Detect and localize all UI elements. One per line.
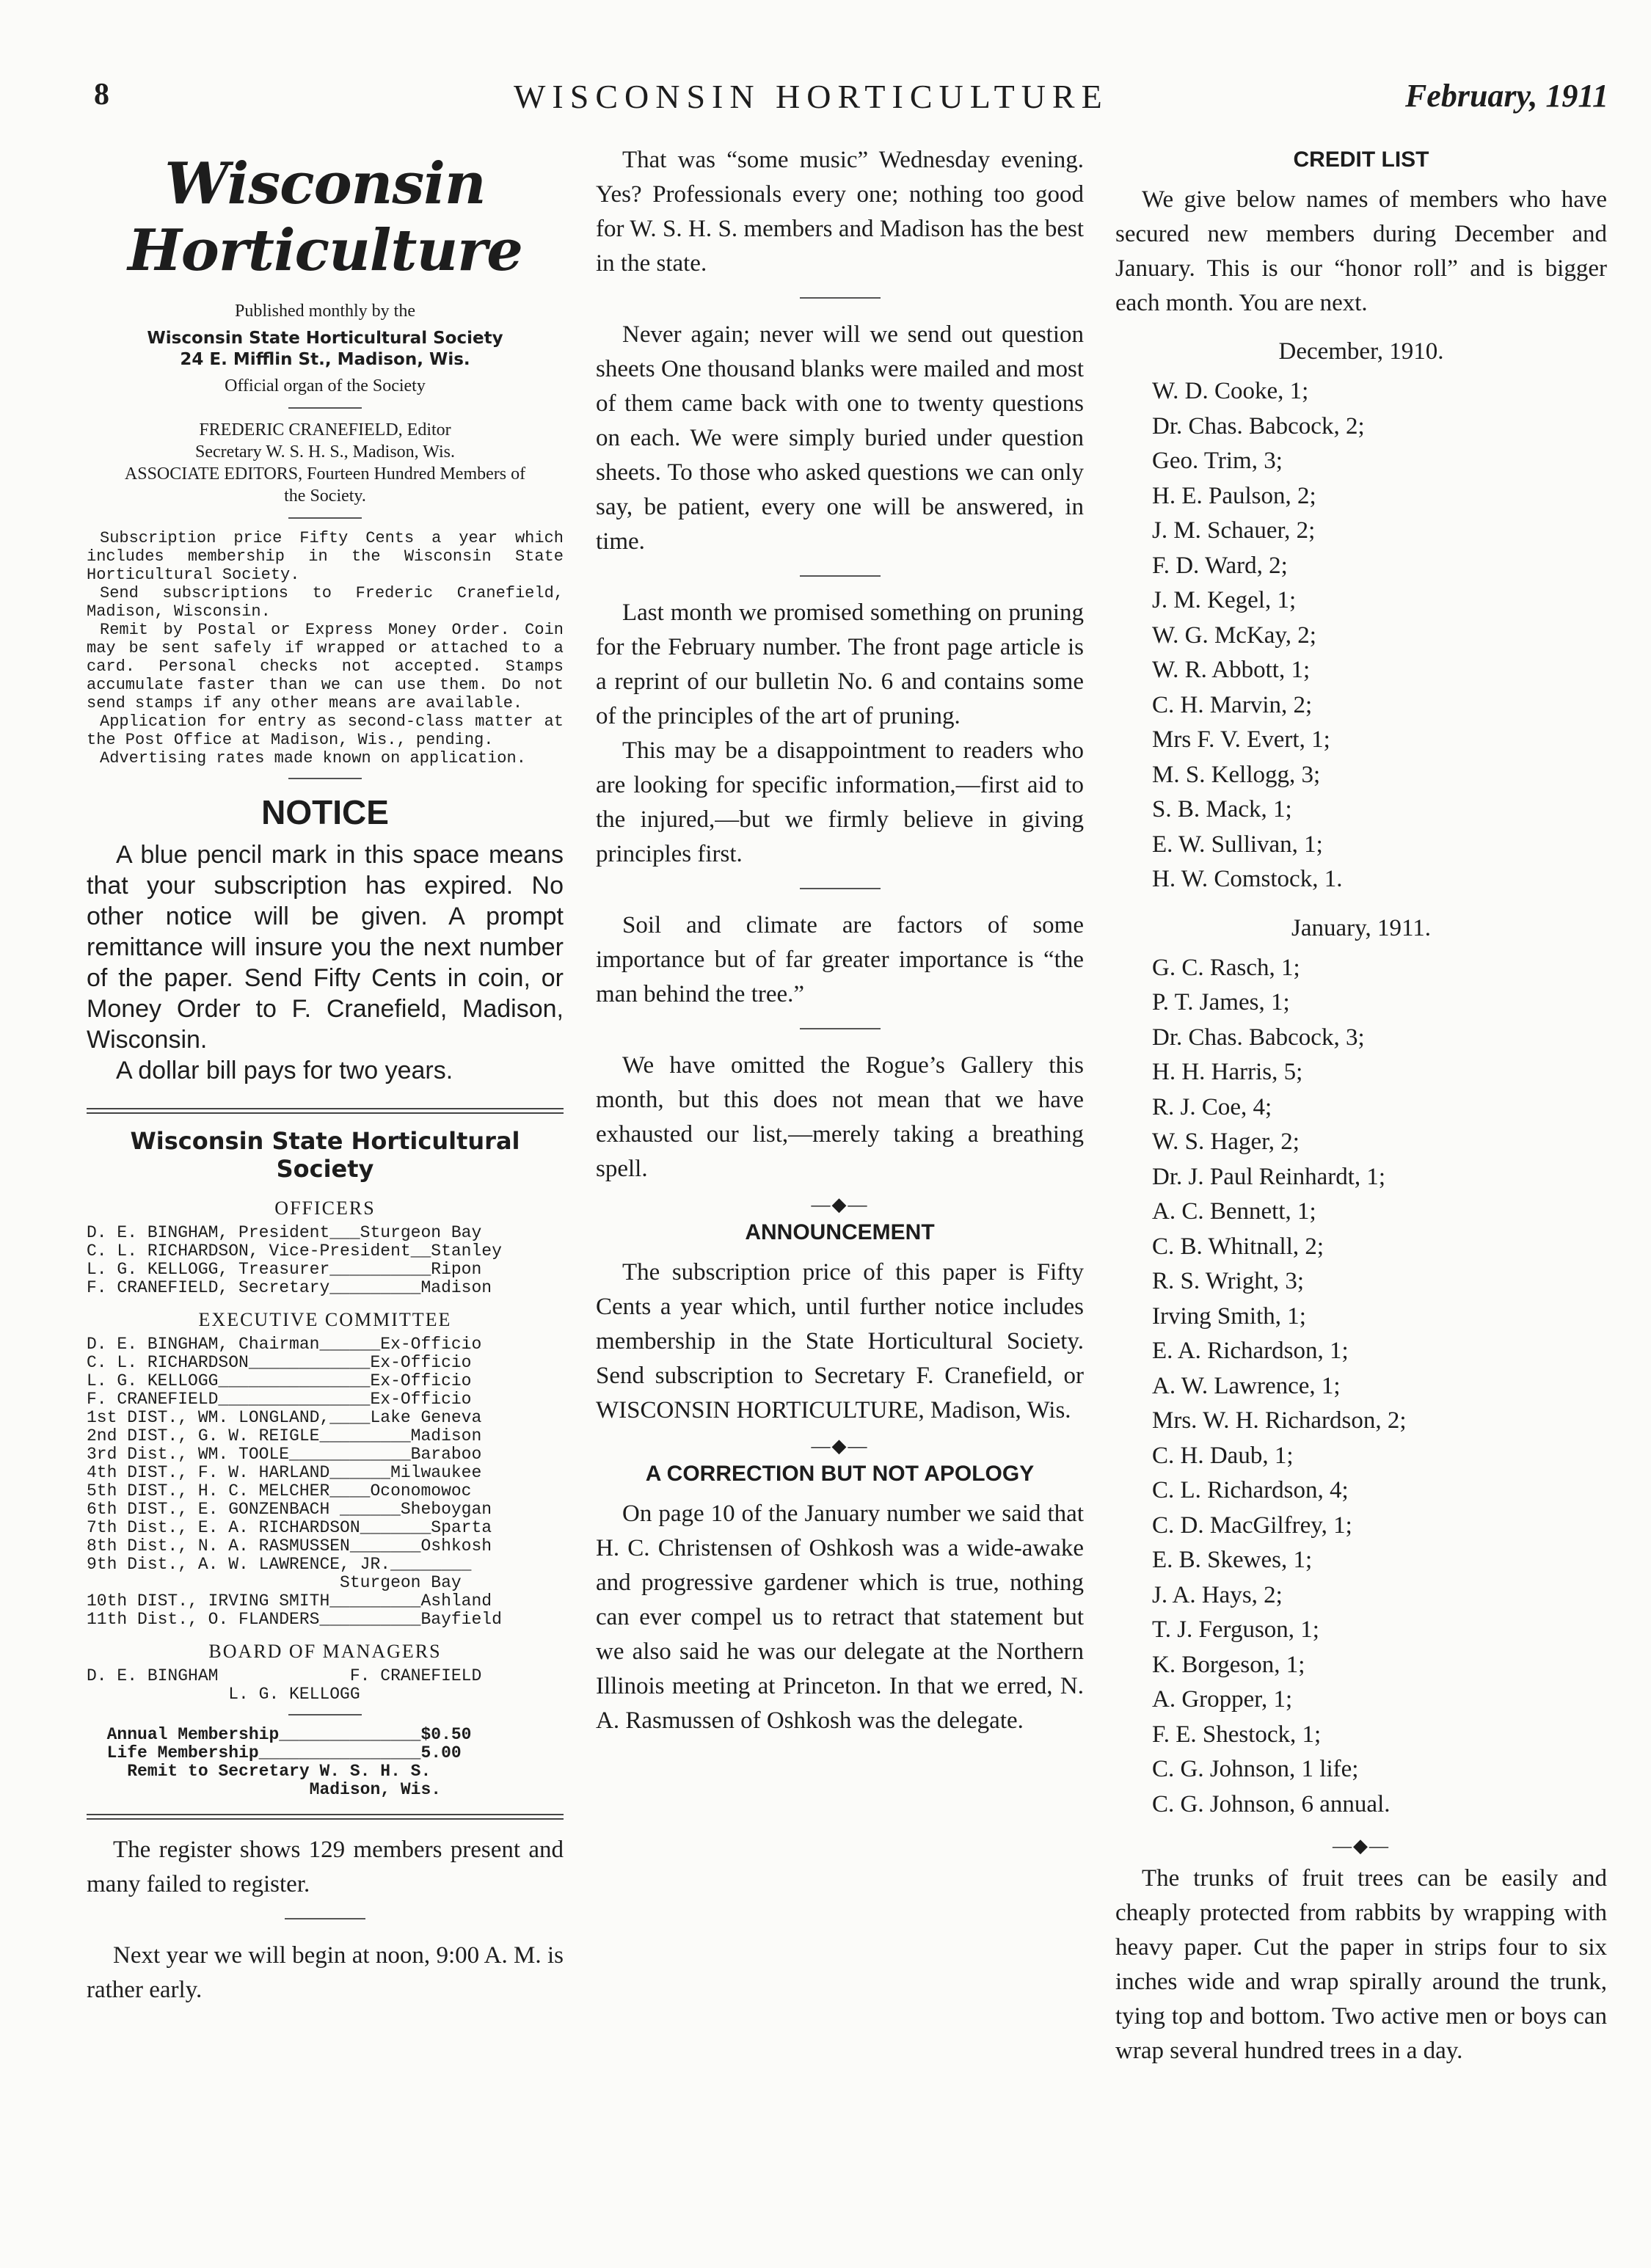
divider (800, 575, 881, 577)
issue-date: February, 1911 (1404, 78, 1608, 114)
page-header (0, 77, 1651, 121)
music-note (596, 143, 1084, 281)
credit-entry: Irving Smith, 1; (1152, 1302, 1306, 1330)
divider (288, 1714, 362, 1715)
exec-line: 10th DIST., IRVING SMITH_________Ashland (87, 1591, 492, 1611)
terms-paragraph: Remit by Postal or Express Money Order. Coin may be sent safely if wrapped or attached to a card. Personal checks not accepted. Stamps accumulate faster than we can use them. Do not send stamps if any other means are available. (87, 621, 564, 712)
notice-heading: NOTICE (261, 793, 389, 831)
officer-line: L. G. KELLOGG, Treasurer__________Ripon (87, 1260, 482, 1279)
credit-entry: J. M. Kegel, 1; (1152, 587, 1297, 613)
credit-entry: C. D. MacGilfrey, 1; (1152, 1512, 1352, 1539)
terms-paragraph: Advertising rates made known on application. (100, 749, 526, 767)
secretary-line: Secretary W. S. H. S., Madison, Wis. (195, 442, 455, 462)
fee-line: Remit to Secretary W. S. H. S. (87, 1762, 431, 1781)
exec-line: Sturgeon Bay (87, 1573, 462, 1592)
question-sheets-note (596, 318, 1084, 559)
correction-heading: A CORRECTION BUT NOT APOLOGY (645, 1462, 1035, 1486)
pruning-note (596, 596, 1084, 872)
exec-line: 6th DIST., E. GONZENBACH ______Sheboygan (87, 1500, 492, 1519)
credit-entry: W. S. Hager, 2; (1152, 1128, 1300, 1155)
exec-line: L. G. KELLOGG_______________Ex-Officio (87, 1371, 472, 1390)
exec-line: 3rd Dist., WM. TOOLE____________Baraboo (87, 1445, 482, 1464)
exec-line: D. E. BINGHAM, Chairman______Ex-Officio (87, 1335, 482, 1354)
credit-entry: R. S. Wright, 3; (1152, 1268, 1305, 1294)
divider (285, 1918, 365, 1919)
paragraph: On page 10 of the January number we said that H. C. Christensen of Oshkosh was a wide-awake and progressive gardener which is true, nothing can ever compel us to retract that statement but we also said he was our delegate at the Northern Illinois meeting at Princeton. In that we erred, N. A. Rasmussen of Oshkosh was the delegate. (596, 1501, 1084, 1734)
exec-line: 1st DIST., WM. LONGLAND,____Lake Geneva (87, 1408, 482, 1427)
double-rule (87, 1108, 564, 1114)
credit-entry: C. H. Daub, 1; (1152, 1442, 1294, 1469)
column-left (87, 143, 564, 2008)
exec-heading: EXECUTIVE COMMITTEE (198, 1309, 452, 1330)
official-organ: Official organ of the Society (225, 376, 426, 395)
credit-intro (1115, 183, 1607, 321)
society-address: 24 E. Mifflin St., Madison, Wis. (180, 350, 470, 369)
masthead-title: Wisconsin Horticulture (128, 150, 522, 284)
credit-entry: F. E. Shestock, 1; (1152, 1721, 1322, 1748)
paragraph: The register shows 129 members present and many failed to register. (87, 1837, 564, 1897)
january-list (1115, 951, 1607, 1823)
credit-entry: W. R. Abbott, 1; (1152, 657, 1311, 683)
exec-line: F. CRANEFIELD_______________Ex-Officio (87, 1390, 472, 1409)
divider (288, 778, 362, 779)
credit-entry: K. Borgeson, 1; (1152, 1651, 1305, 1678)
subscription-terms (87, 529, 564, 767)
ornament-divider: —◆— (811, 1194, 869, 1215)
exec-line: 11th Dist., O. FLANDERS__________Bayfield (87, 1610, 502, 1629)
column-middle (596, 143, 1084, 1738)
divider (800, 1028, 881, 1029)
ornament-divider: —◆— (811, 1435, 869, 1456)
credit-entry: H. E. Paulson, 2; (1152, 482, 1316, 509)
fee-line: Annual Membership______________$0.50 (87, 1725, 472, 1744)
paragraph: The subscription price of this paper is Fifty Cents a year which, until further notice includes membership in the State Horticultural Society. Send subscription to Secretary F. Cranefield, or WISCONSIN HORTICULTURE, Madison, Wis. (596, 1259, 1084, 1423)
credit-entry: A. W. Lawrence, 1; (1152, 1372, 1341, 1399)
double-rule (87, 1814, 564, 1820)
credit-entry: Mrs. W. H. Richardson, 2; (1152, 1407, 1407, 1434)
column-right (1115, 143, 1607, 2068)
paragraph: Never again; never will we send out question sheets One thousand blanks were mailed and most of them came back with one to twenty questions on each. We were simply buried under question sheets. To those who asked questions we can only say, be patient, every one will be answered, in time. (596, 321, 1084, 555)
ornament-divider: —◆— (1333, 1835, 1390, 1856)
board-line: D. E. BINGHAM F. CRANEFIELD (87, 1666, 482, 1685)
notice-paragraph: A blue pencil mark in this space means that your subscription has expired. No other notice will be given. A prompt remittance will insure you the next number of the paper. Send Fifty Cents in coin, or Money Order to F. Cranefield, Madison, Wisconsin. (87, 841, 564, 1054)
officer-line: F. CRANEFIELD, Secretary_________Madison (87, 1278, 492, 1297)
divider (288, 407, 362, 409)
exec-line: 2nd DIST., G. W. REIGLE_________Madison (87, 1426, 482, 1445)
credit-entry: C. L. Richardson, 4; (1152, 1477, 1349, 1503)
credit-entry: J. A. Hays, 2; (1152, 1581, 1283, 1608)
exec-line: 9th Dist., A. W. LAWRENCE, JR.________ (87, 1555, 472, 1574)
divider (800, 888, 881, 889)
editor-line: FREDERIC CRANEFIELD, Editor (199, 420, 451, 440)
credit-entry: H. H. Harris, 5; (1152, 1059, 1303, 1085)
paragraph: That was “some music” Wednesday evening. Yes? Professionals every one; nothing too good for W. S. H. S. members and Madison has the best in the state. (596, 147, 1084, 277)
exec-line: 5th DIST., H. C. MELCHER____Oconomowoc (87, 1481, 472, 1501)
credit-entry: A. C. Bennett, 1; (1152, 1198, 1316, 1225)
officer-line: C. L. RICHARDSON, Vice-President__Stanley (87, 1241, 502, 1261)
paragraph: Last month we promised something on pruning for the February number. The front page article is a reprint of our bulletin No. 6 and contains some of the principles of the art of pruning. (596, 599, 1084, 729)
credit-entry: Dr. Chas. Babcock, 2; (1152, 412, 1365, 440)
credit-entry: C. B. Whitnall, 2; (1152, 1233, 1324, 1260)
credit-entry: M. S. Kellogg, 3; (1152, 761, 1321, 788)
fee-line: Madison, Wis. (87, 1780, 442, 1799)
society-name: Wisconsin State Horticultural Society (147, 329, 503, 348)
tree-trunks-note (1115, 1862, 1607, 2068)
terms-paragraph: Application for entry as second-class matter at the Post Office at Madison, Wis., pending. (87, 712, 564, 749)
board-list (87, 1667, 564, 1704)
credit-entry: P. T. James, 1; (1152, 989, 1290, 1016)
december-heading: December, 1910. (1278, 338, 1444, 365)
exec-line: 7th Dist., E. A. RICHARDSON_______Sparta (87, 1518, 492, 1537)
announcement-text (596, 1255, 1084, 1428)
january-heading: January, 1911. (1291, 914, 1431, 941)
credit-entry: E. B. Skewes, 1; (1152, 1547, 1313, 1573)
credit-list-heading: CREDIT LIST (1293, 147, 1429, 172)
exec-line: C. L. RICHARDSON____________Ex-Officio (87, 1353, 472, 1372)
exec-line: 4th DIST., F. W. HARLAND______Milwaukee (87, 1463, 482, 1482)
credit-entry: J. M. Schauer, 2; (1152, 517, 1316, 544)
society-heading: Wisconsin State Horticultural Society (130, 1127, 520, 1183)
paragraph: Soil and climate are factors of some importance but of far greater importance is “the man behind the tree.” (596, 912, 1084, 1007)
officer-line: D. E. BINGHAM, President___Sturgeon Bay (87, 1223, 482, 1242)
paragraph: We have omitted the Rogue’s Gallery this month, but this does not mean that we have exhausted our list,—merely taking a breathing spell. (596, 1052, 1084, 1182)
divider (800, 297, 881, 299)
exec-line: 8th Dist., N. A. RASMUSSEN_______Oshkosh (87, 1536, 492, 1556)
paragraph: We give below names of members who have secured new members during December and January. This is our “honor roll” and is bigger each month. You are next. (1115, 186, 1607, 316)
page-number: 8 (94, 78, 109, 112)
notice-paragraph: A dollar bill pays for two years. (116, 1057, 453, 1084)
officers-heading: OFFICERS (274, 1197, 376, 1219)
december-list (1115, 374, 1607, 897)
associate-editors: ASSOCIATE EDITORS, Fourteen Hundred Members of the Society. (124, 464, 526, 506)
notice-text (87, 839, 564, 1086)
board-line: L. G. KELLOGG (87, 1685, 360, 1704)
credit-entry: C. G. Johnson, 6 annual. (1152, 1790, 1391, 1817)
credit-entry: C. G. Johnson, 1 life; (1152, 1756, 1359, 1782)
fee-line: Life Membership________________5.00 (87, 1743, 462, 1762)
running-title: WISCONSIN HORTICULTURE (514, 78, 1109, 115)
credit-entry: E. W. Sullivan, 1; (1152, 831, 1323, 858)
credit-entry: A. Gropper, 1; (1152, 1686, 1293, 1713)
officers-list (87, 1224, 564, 1297)
register-note (87, 1833, 564, 1902)
credit-entry: Geo. Trim, 3; (1152, 448, 1283, 474)
paragraph: This may be a disappointment to readers who are looking for specific information,—first aid to the injured,—but we firmly believe in giving principles first. (596, 737, 1084, 867)
paragraph: Next year we will begin at noon, 9:00 A. M. is rather early. (87, 1942, 564, 2003)
credit-entry: E. A. Richardson, 1; (1152, 1338, 1349, 1364)
terms-paragraph: Send subscriptions to Frederic Cranefield, Madison, Wisconsin. (87, 584, 564, 621)
credit-entry: F. D. Ward, 2; (1152, 552, 1288, 579)
credit-entry: W. D. Cooke, 1; (1152, 378, 1309, 404)
soil-note (596, 908, 1084, 1012)
paragraph: The trunks of fruit trees can be easily and cheaply protected from rabbits by wrapping with heavy paper. Cut the paper in strips four to six inches wide and wrap spirally around the trunk, tying top and bottom. Two active men or boys can wrap several hundred trees in a day. (1115, 1865, 1607, 2064)
credit-entry: R. J. Coe, 4; (1152, 1093, 1272, 1120)
credit-entry: T. J. Ferguson, 1; (1152, 1616, 1319, 1643)
membership-fees (87, 1726, 564, 1799)
credit-entry: C. H. Marvin, 2; (1152, 691, 1313, 718)
credit-entry: S. B. Mack, 1; (1152, 796, 1292, 823)
credit-entry: Mrs F. V. Evert, 1; (1152, 726, 1330, 753)
rogues-gallery-note (596, 1049, 1084, 1186)
published-line: Published monthly by the (235, 302, 415, 321)
credit-entry: Dr. Chas. Babcock, 3; (1152, 1024, 1365, 1051)
announcement-heading: ANNOUNCEMENT (745, 1220, 935, 1244)
credit-entry: Dr. J. Paul Reinhardt, 1; (1152, 1163, 1386, 1190)
divider (288, 517, 362, 519)
board-heading: BOARD OF MANAGERS (208, 1641, 442, 1662)
credit-entry: H. W. Comstock, 1. (1152, 866, 1343, 892)
next-year-note (87, 1939, 564, 2008)
correction-text (596, 1497, 1084, 1738)
exec-list (87, 1335, 564, 1629)
credit-entry: W. G. McKay, 2; (1152, 621, 1316, 649)
credit-entry: G. C. Rasch, 1; (1152, 954, 1300, 981)
terms-paragraph: Subscription price Fifty Cents a year which includes membership in the Wisconsin State Horticultural Society. (87, 529, 564, 584)
